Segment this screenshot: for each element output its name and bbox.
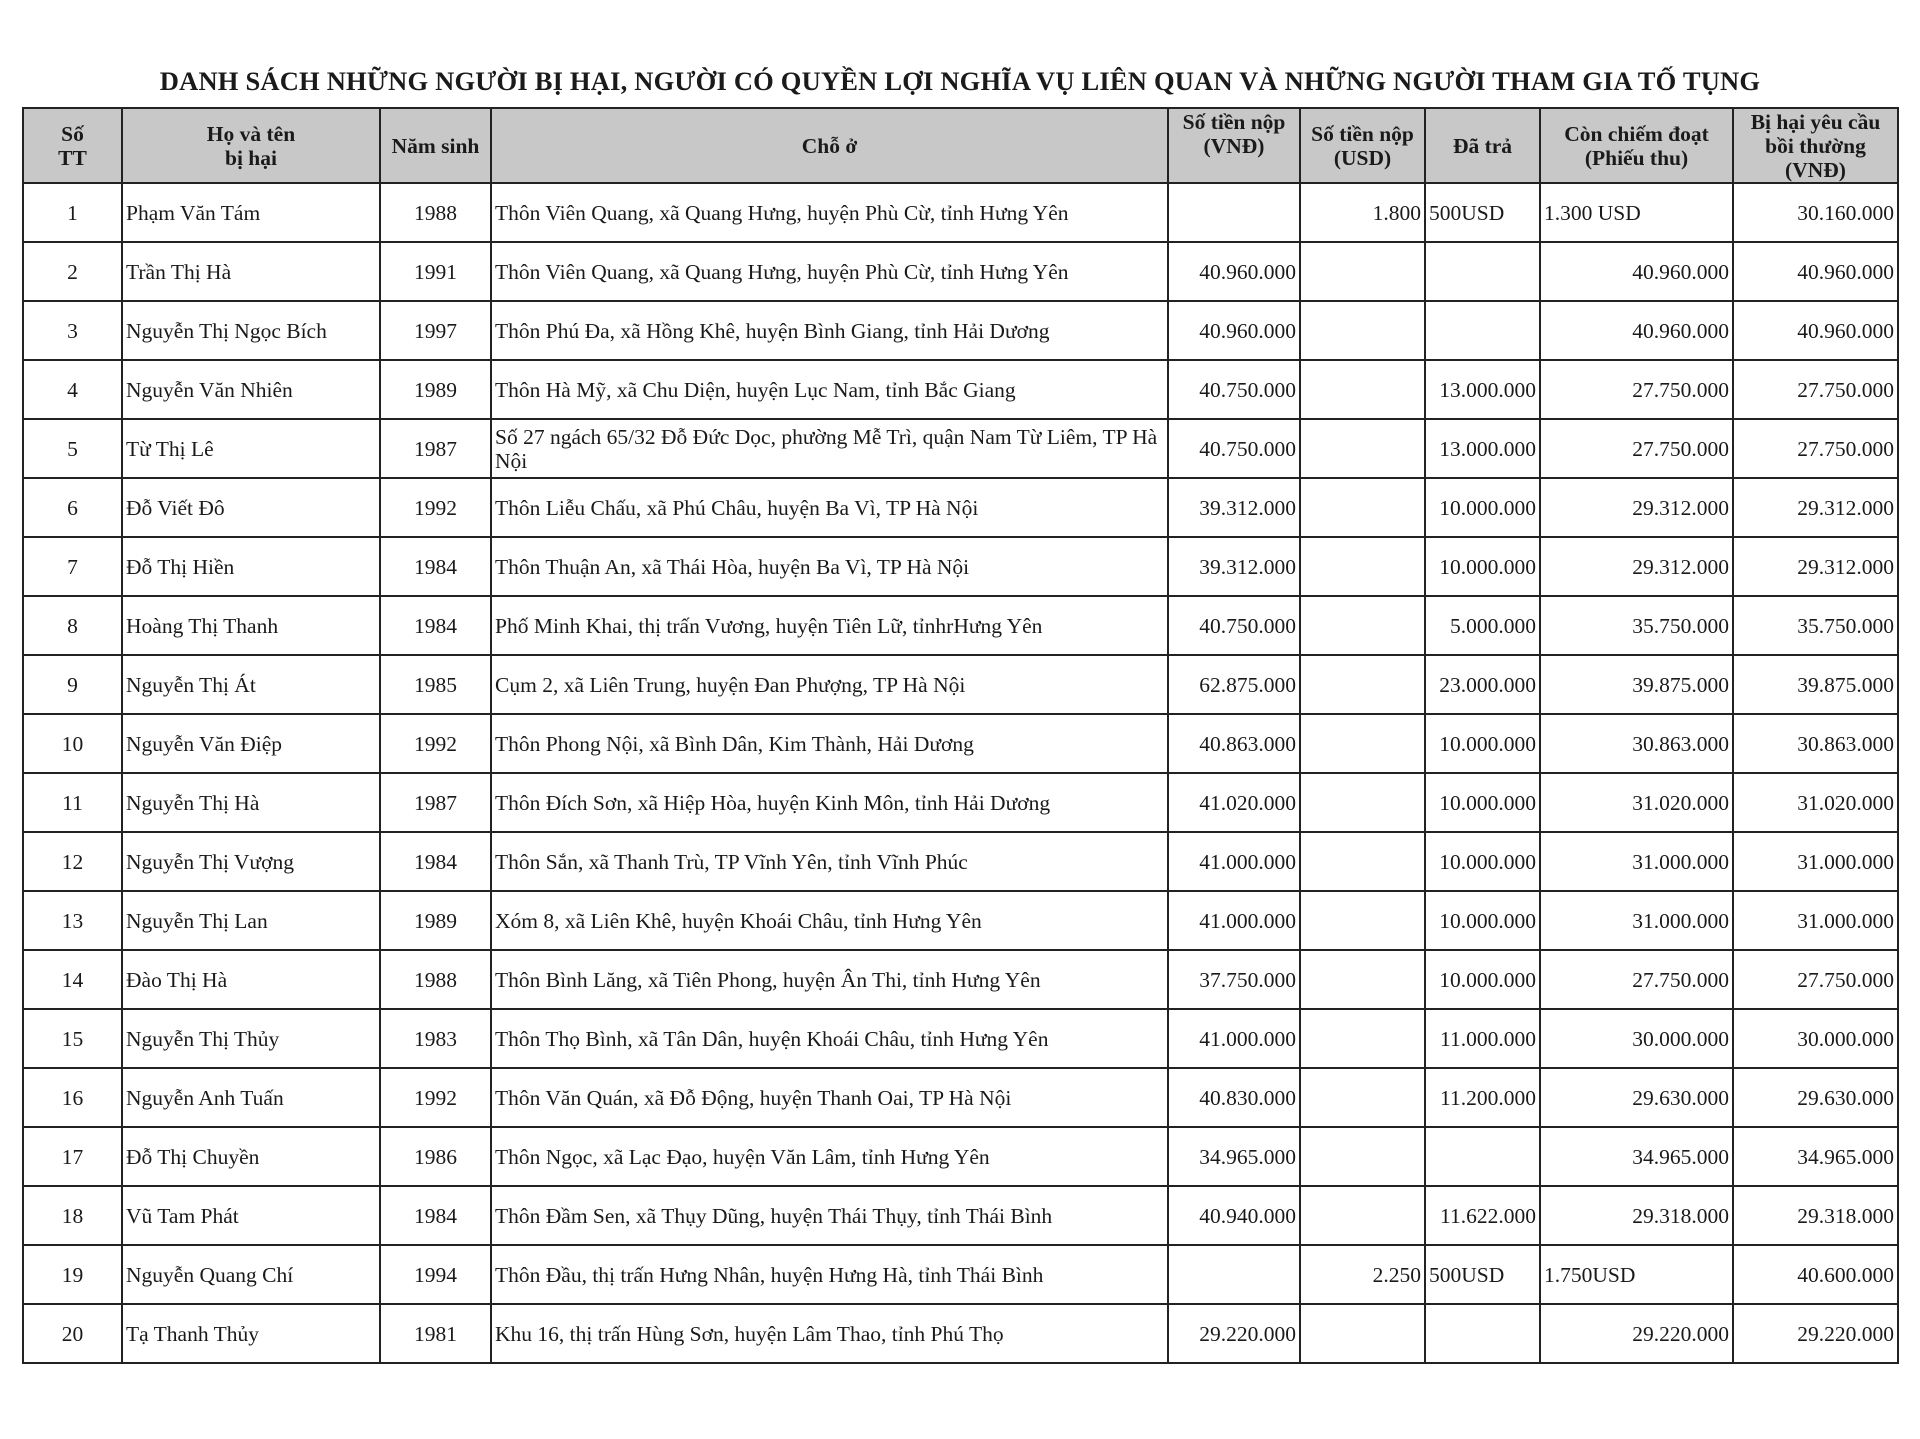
cell-vnd: 40.863.000: [1168, 714, 1300, 773]
cell-birth: 1987: [380, 419, 491, 478]
cell-remain: 31.020.000: [1540, 773, 1733, 832]
cell-vnd: 40.940.000: [1168, 1186, 1300, 1245]
cell-name: Nguyễn Thị Át: [122, 655, 380, 714]
cell-paid: 10.000.000: [1425, 832, 1540, 891]
cell-remain: 35.750.000: [1540, 596, 1733, 655]
cell-stt: 14: [23, 950, 122, 1009]
cell-stt: 10: [23, 714, 122, 773]
cell-paid: 11.622.000: [1425, 1186, 1540, 1245]
col-header-address: Chỗ ở: [491, 108, 1168, 183]
col-header-name: Họ và tên bị hại: [122, 108, 380, 183]
cell-birth: 1994: [380, 1245, 491, 1304]
cell-address: Thôn Đầu, thị trấn Hưng Nhân, huyện Hưng Hà, tỉnh Thái Bình: [491, 1245, 1168, 1304]
table-row: [23, 1009, 1898, 1068]
cell-address: Thôn Viên Quang, xã Quang Hưng, huyện Phù Cừ, tỉnh Hưng Yên: [491, 183, 1168, 242]
cell-usd: [1300, 655, 1425, 714]
cell-name: Nguyễn Quang Chí: [122, 1245, 380, 1304]
cell-address: Thôn Phú Đa, xã Hồng Khê, huyện Bình Giang, tỉnh Hải Dương: [491, 301, 1168, 360]
cell-address: Cụm 2, xã Liên Trung, huyện Đan Phượng, TP Hà Nội: [491, 655, 1168, 714]
cell-paid: 23.000.000: [1425, 655, 1540, 714]
cell-claim: 39.875.000: [1733, 655, 1898, 714]
cell-address: Thôn Hà Mỹ, xã Chu Diện, huyện Lục Nam, tỉnh Bắc Giang: [491, 360, 1168, 419]
cell-stt: 12: [23, 832, 122, 891]
cell-usd: [1300, 1127, 1425, 1186]
cell-remain: 29.220.000: [1540, 1304, 1733, 1363]
cell-claim: 29.312.000: [1733, 478, 1898, 537]
cell-address: Số 27 ngách 65/32 Đỗ Đức Dọc, phường Mễ Trì, quận Nam Từ Liêm, TP Hà Nội: [491, 419, 1168, 478]
cell-address: Phố Minh Khai, thị trấn Vương, huyện Tiên Lữ, tỉnhrHưng Yên: [491, 596, 1168, 655]
victims-table: [22, 107, 1899, 1364]
cell-vnd: 34.965.000: [1168, 1127, 1300, 1186]
cell-birth: 1983: [380, 1009, 491, 1068]
cell-usd: [1300, 773, 1425, 832]
cell-vnd: [1168, 1245, 1300, 1304]
cell-paid: 10.000.000: [1425, 950, 1540, 1009]
table-header-row: [23, 108, 1898, 183]
cell-remain: 30.000.000: [1540, 1009, 1733, 1068]
cell-claim: 31.000.000: [1733, 891, 1898, 950]
cell-claim: 29.220.000: [1733, 1304, 1898, 1363]
cell-vnd: 40.750.000: [1168, 419, 1300, 478]
cell-remain: 29.312.000: [1540, 478, 1733, 537]
cell-remain: 27.750.000: [1540, 360, 1733, 419]
cell-vnd: [1168, 183, 1300, 242]
table-row: [23, 714, 1898, 773]
cell-usd: [1300, 891, 1425, 950]
cell-paid: 10.000.000: [1425, 478, 1540, 537]
cell-vnd: 41.000.000: [1168, 1009, 1300, 1068]
cell-name: Từ Thị Lê: [122, 419, 380, 478]
cell-remain: 1.300 USD: [1540, 183, 1733, 242]
cell-paid: 10.000.000: [1425, 537, 1540, 596]
cell-paid: 10.000.000: [1425, 714, 1540, 773]
col-header-claim: Bị hại yêu cầu bồi thường (VNĐ): [1733, 108, 1898, 183]
cell-address: Thôn Viên Quang, xã Quang Hưng, huyện Phù Cừ, tỉnh Hưng Yên: [491, 242, 1168, 301]
cell-name: Đào Thị Hà: [122, 950, 380, 1009]
cell-remain: 40.960.000: [1540, 301, 1733, 360]
cell-claim: 30.863.000: [1733, 714, 1898, 773]
cell-address: Thôn Sắn, xã Thanh Trù, TP Vĩnh Yên, tỉnh Vĩnh Phúc: [491, 832, 1168, 891]
table-row: [23, 596, 1898, 655]
cell-birth: 1992: [380, 1068, 491, 1127]
cell-name: Nguyễn Văn Điệp: [122, 714, 380, 773]
cell-paid: 10.000.000: [1425, 891, 1540, 950]
cell-remain: 39.875.000: [1540, 655, 1733, 714]
cell-paid: 11.000.000: [1425, 1009, 1540, 1068]
cell-usd: [1300, 301, 1425, 360]
table-row: [23, 1245, 1898, 1304]
cell-usd: [1300, 1186, 1425, 1245]
cell-usd: [1300, 950, 1425, 1009]
table-row: [23, 183, 1898, 242]
cell-birth: 1986: [380, 1127, 491, 1186]
cell-name: Phạm Văn Tám: [122, 183, 380, 242]
cell-vnd: 37.750.000: [1168, 950, 1300, 1009]
table-row: [23, 537, 1898, 596]
cell-birth: 1985: [380, 655, 491, 714]
cell-stt: 6: [23, 478, 122, 537]
cell-usd: [1300, 242, 1425, 301]
cell-vnd: 39.312.000: [1168, 537, 1300, 596]
cell-vnd: 40.750.000: [1168, 596, 1300, 655]
cell-address: Thôn Bình Lăng, xã Tiên Phong, huyện Ân Thi, tỉnh Hưng Yên: [491, 950, 1168, 1009]
cell-paid: 5.000.000: [1425, 596, 1540, 655]
cell-address: Thôn Phong Nội, xã Bình Dân, Kim Thành, Hải Dương: [491, 714, 1168, 773]
cell-birth: 1984: [380, 832, 491, 891]
cell-birth: 1987: [380, 773, 491, 832]
cell-stt: 16: [23, 1068, 122, 1127]
cell-vnd: 40.960.000: [1168, 301, 1300, 360]
cell-usd: [1300, 832, 1425, 891]
cell-vnd: 39.312.000: [1168, 478, 1300, 537]
table-row: [23, 419, 1898, 478]
cell-claim: 35.750.000: [1733, 596, 1898, 655]
cell-remain: 29.318.000: [1540, 1186, 1733, 1245]
cell-usd: [1300, 1068, 1425, 1127]
cell-remain: 34.965.000: [1540, 1127, 1733, 1186]
cell-birth: 1991: [380, 242, 491, 301]
col-header-stt: Số TT: [23, 108, 122, 183]
cell-claim: 40.600.000: [1733, 1245, 1898, 1304]
cell-claim: 27.750.000: [1733, 419, 1898, 478]
cell-vnd: 41.000.000: [1168, 832, 1300, 891]
cell-usd: [1300, 714, 1425, 773]
cell-claim: 31.000.000: [1733, 832, 1898, 891]
cell-paid: 500USD: [1425, 183, 1540, 242]
cell-vnd: 40.750.000: [1168, 360, 1300, 419]
cell-stt: 1: [23, 183, 122, 242]
table-row: [23, 655, 1898, 714]
col-header-vnd: Số tiền nộp (VNĐ): [1168, 108, 1300, 183]
col-header-remain: Còn chiếm đoạt (Phiếu thu): [1540, 108, 1733, 183]
cell-birth: 1997: [380, 301, 491, 360]
cell-vnd: 40.830.000: [1168, 1068, 1300, 1127]
cell-vnd: 62.875.000: [1168, 655, 1300, 714]
cell-address: Thôn Thuận An, xã Thái Hòa, huyện Ba Vì, TP Hà Nội: [491, 537, 1168, 596]
cell-paid: 500USD: [1425, 1245, 1540, 1304]
page-title: DANH SÁCH NHỮNG NGƯỜI BỊ HẠI, NGƯỜI CÓ QUYỀN LỢI NGHĨA VỤ LIÊN QUAN VÀ NHỮNG NGƯỜI THAM GIA TỐ TỤNG: [159, 66, 1761, 96]
cell-claim: 30.000.000: [1733, 1009, 1898, 1068]
cell-name: Nguyễn Anh Tuấn: [122, 1068, 380, 1127]
cell-name: Hoàng Thị Thanh: [122, 596, 380, 655]
cell-vnd: 40.960.000: [1168, 242, 1300, 301]
cell-claim: 31.020.000: [1733, 773, 1898, 832]
cell-address: Thôn Đích Sơn, xã Hiệp Hòa, huyện Kinh Môn, tỉnh Hải Dương: [491, 773, 1168, 832]
cell-birth: 1984: [380, 537, 491, 596]
cell-claim: 27.750.000: [1733, 360, 1898, 419]
table-row: [23, 832, 1898, 891]
cell-stt: 5: [23, 419, 122, 478]
cell-usd: 1.800: [1300, 183, 1425, 242]
cell-remain: 30.863.000: [1540, 714, 1733, 773]
cell-remain: 31.000.000: [1540, 891, 1733, 950]
cell-stt: 20: [23, 1304, 122, 1363]
table-row: [23, 773, 1898, 832]
table-row: [23, 950, 1898, 1009]
cell-claim: 29.318.000: [1733, 1186, 1898, 1245]
cell-stt: 8: [23, 596, 122, 655]
cell-paid: [1425, 301, 1540, 360]
cell-remain: 31.000.000: [1540, 832, 1733, 891]
cell-address: Xóm 8, xã Liên Khê, huyện Khoái Châu, tỉnh Hưng Yên: [491, 891, 1168, 950]
cell-stt: 9: [23, 655, 122, 714]
cell-name: Vũ Tam Phát: [122, 1186, 380, 1245]
cell-paid: 11.200.000: [1425, 1068, 1540, 1127]
cell-name: Nguyễn Thị Lan: [122, 891, 380, 950]
cell-remain: 29.312.000: [1540, 537, 1733, 596]
cell-claim: 30.160.000: [1733, 183, 1898, 242]
cell-name: Tạ Thanh Thủy: [122, 1304, 380, 1363]
cell-vnd: 29.220.000: [1168, 1304, 1300, 1363]
table-row: [23, 1127, 1898, 1186]
cell-paid: 13.000.000: [1425, 419, 1540, 478]
cell-stt: 17: [23, 1127, 122, 1186]
cell-usd: [1300, 1009, 1425, 1068]
cell-paid: [1425, 1127, 1540, 1186]
cell-remain: 29.630.000: [1540, 1068, 1733, 1127]
cell-claim: 40.960.000: [1733, 242, 1898, 301]
cell-stt: 19: [23, 1245, 122, 1304]
cell-usd: [1300, 537, 1425, 596]
cell-claim: 40.960.000: [1733, 301, 1898, 360]
table-row: [23, 1304, 1898, 1363]
cell-birth: 1992: [380, 714, 491, 773]
table-row: [23, 1186, 1898, 1245]
cell-birth: 1992: [380, 478, 491, 537]
cell-birth: 1988: [380, 950, 491, 1009]
cell-address: Thôn Văn Quán, xã Đỗ Động, huyện Thanh Oai, TP Hà Nội: [491, 1068, 1168, 1127]
col-header-paid: Đã trả: [1425, 108, 1540, 183]
cell-stt: 2: [23, 242, 122, 301]
table-row: [23, 1068, 1898, 1127]
cell-usd: [1300, 478, 1425, 537]
cell-remain: 40.960.000: [1540, 242, 1733, 301]
cell-name: Đỗ Viết Đô: [122, 478, 380, 537]
cell-paid: 10.000.000: [1425, 773, 1540, 832]
cell-birth: 1989: [380, 360, 491, 419]
cell-paid: 13.000.000: [1425, 360, 1540, 419]
cell-remain: 1.750USD: [1540, 1245, 1733, 1304]
cell-address: Thôn Đầm Sen, xã Thụy Dũng, huyện Thái Thụy, tỉnh Thái Bình: [491, 1186, 1168, 1245]
cell-address: Khu 16, thị trấn Hùng Sơn, huyện Lâm Thao, tỉnh Phú Thọ: [491, 1304, 1168, 1363]
table-row: [23, 301, 1898, 360]
cell-stt: 3: [23, 301, 122, 360]
cell-name: Nguyễn Thị Thủy: [122, 1009, 380, 1068]
cell-name: Nguyễn Văn Nhiên: [122, 360, 380, 419]
cell-name: Trần Thị Hà: [122, 242, 380, 301]
cell-birth: 1981: [380, 1304, 491, 1363]
cell-usd: [1300, 419, 1425, 478]
cell-stt: 7: [23, 537, 122, 596]
cell-name: Nguyễn Thị Vượng: [122, 832, 380, 891]
cell-usd: [1300, 1304, 1425, 1363]
cell-stt: 13: [23, 891, 122, 950]
cell-usd: [1300, 596, 1425, 655]
cell-vnd: 41.000.000: [1168, 891, 1300, 950]
cell-birth: 1984: [380, 596, 491, 655]
table-row: [23, 360, 1898, 419]
cell-paid: [1425, 1304, 1540, 1363]
cell-claim: 29.630.000: [1733, 1068, 1898, 1127]
cell-name: Đỗ Thị Chuyền: [122, 1127, 380, 1186]
cell-claim: 34.965.000: [1733, 1127, 1898, 1186]
cell-address: Thôn Liễu Chấu, xã Phú Châu, huyện Ba Vì, TP Hà Nội: [491, 478, 1168, 537]
table-row: [23, 242, 1898, 301]
cell-stt: 11: [23, 773, 122, 832]
cell-claim: 29.312.000: [1733, 537, 1898, 596]
cell-stt: 15: [23, 1009, 122, 1068]
cell-usd: 2.250: [1300, 1245, 1425, 1304]
col-header-birth: Năm sinh: [380, 108, 491, 183]
cell-birth: 1988: [380, 183, 491, 242]
cell-claim: 27.750.000: [1733, 950, 1898, 1009]
table-row: [23, 891, 1898, 950]
cell-stt: 4: [23, 360, 122, 419]
cell-remain: 27.750.000: [1540, 419, 1733, 478]
cell-name: Nguyễn Thị Ngọc Bích: [122, 301, 380, 360]
cell-vnd: 41.020.000: [1168, 773, 1300, 832]
cell-name: Nguyễn Thị Hà: [122, 773, 380, 832]
table-row: [23, 478, 1898, 537]
cell-address: Thôn Thọ Bình, xã Tân Dân, huyện Khoái Châu, tỉnh Hưng Yên: [491, 1009, 1168, 1068]
col-header-usd: Số tiền nộp (USD): [1300, 108, 1425, 183]
cell-remain: 27.750.000: [1540, 950, 1733, 1009]
cell-name: Đỗ Thị Hiền: [122, 537, 380, 596]
cell-birth: 1984: [380, 1186, 491, 1245]
cell-usd: [1300, 360, 1425, 419]
cell-birth: 1989: [380, 891, 491, 950]
cell-paid: [1425, 242, 1540, 301]
cell-stt: 18: [23, 1186, 122, 1245]
cell-address: Thôn Ngọc, xã Lạc Đạo, huyện Văn Lâm, tỉnh Hưng Yên: [491, 1127, 1168, 1186]
